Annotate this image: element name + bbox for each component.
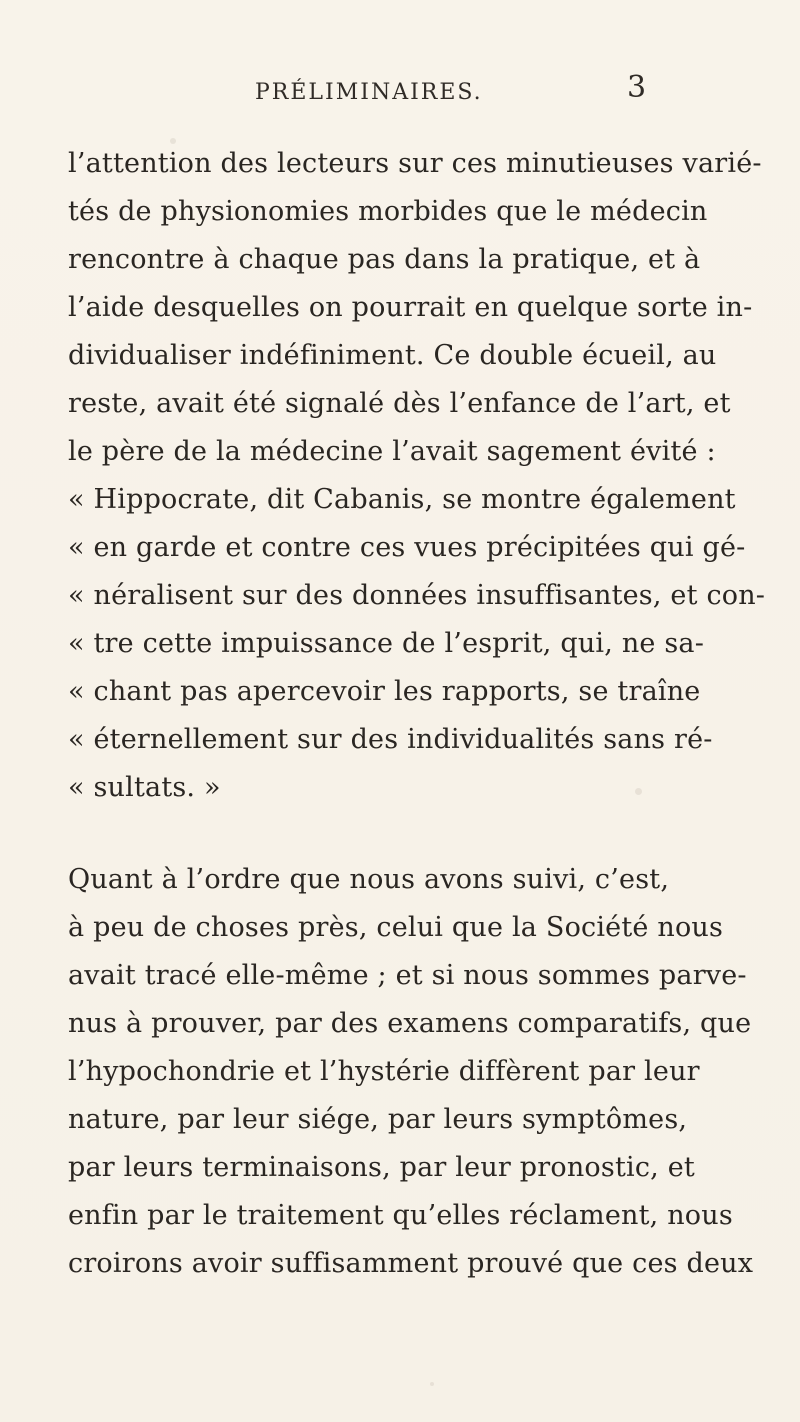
page-number: 3	[627, 70, 647, 105]
text-line: « sultats. »	[68, 772, 221, 803]
text-line: « éternellement sur des individualités sans ré-	[68, 724, 713, 755]
text-line: Quant à l’ordre que nous avons suivi, c’est,	[68, 864, 670, 895]
text-line: à peu de choses près, celui que la Société nous	[68, 912, 724, 943]
text-line: nature, par leur siége, par leurs symptômes,	[68, 1104, 688, 1135]
text-line: enfin par le traitement qu’elles réclament, nous	[68, 1200, 733, 1231]
text-line: l’aide desquelles on pourrait en quelque sorte in-	[68, 292, 753, 323]
paragraph-1	[68, 140, 766, 812]
text-line: dividualiser indéfiniment. Ce double écueil, au	[68, 340, 717, 371]
text-line: reste, avait été signalé dès l’enfance de l’art, et	[68, 388, 731, 419]
text-line: croirons avoir suffisamment prouvé que ces deux	[68, 1248, 754, 1279]
text-line: « Hippocrate, dit Cabanis, se montre également	[68, 484, 736, 515]
text-line: « en garde et contre ces vues précipitées qui gé-	[68, 532, 746, 563]
paragraph-gap	[68, 812, 668, 856]
paragraph-2	[68, 856, 754, 1288]
paper-mark	[430, 1382, 434, 1386]
text-line: « néralisent sur des données insuffisantes, et con-	[68, 580, 766, 611]
text-line: rencontre à chaque pas dans la pratique, et à	[68, 244, 701, 275]
running-header: PRÉLIMINAIRES.	[255, 80, 483, 105]
text-line: nus à prouver, par des examens comparatifs, que	[68, 1008, 752, 1039]
body-text	[68, 140, 766, 1288]
text-line: par leurs terminaisons, par leur pronostic, et	[68, 1152, 695, 1183]
text-line: l’hypochondrie et l’hystérie diffèrent par leur	[68, 1056, 700, 1087]
text-line: « chant pas apercevoir les rapports, se traîne	[68, 676, 701, 707]
text-line: le père de la médecine l’avait sagement évité :	[68, 436, 716, 467]
text-line: « tre cette impuissance de l’esprit, qui, ne sa-	[68, 628, 705, 659]
text-line: tés de physionomies morbides que le médecin	[68, 196, 708, 227]
text-line: l’attention des lecteurs sur ces minutieuses varié-	[68, 148, 762, 179]
text-line: avait tracé elle-même ; et si nous sommes parve-	[68, 960, 747, 991]
